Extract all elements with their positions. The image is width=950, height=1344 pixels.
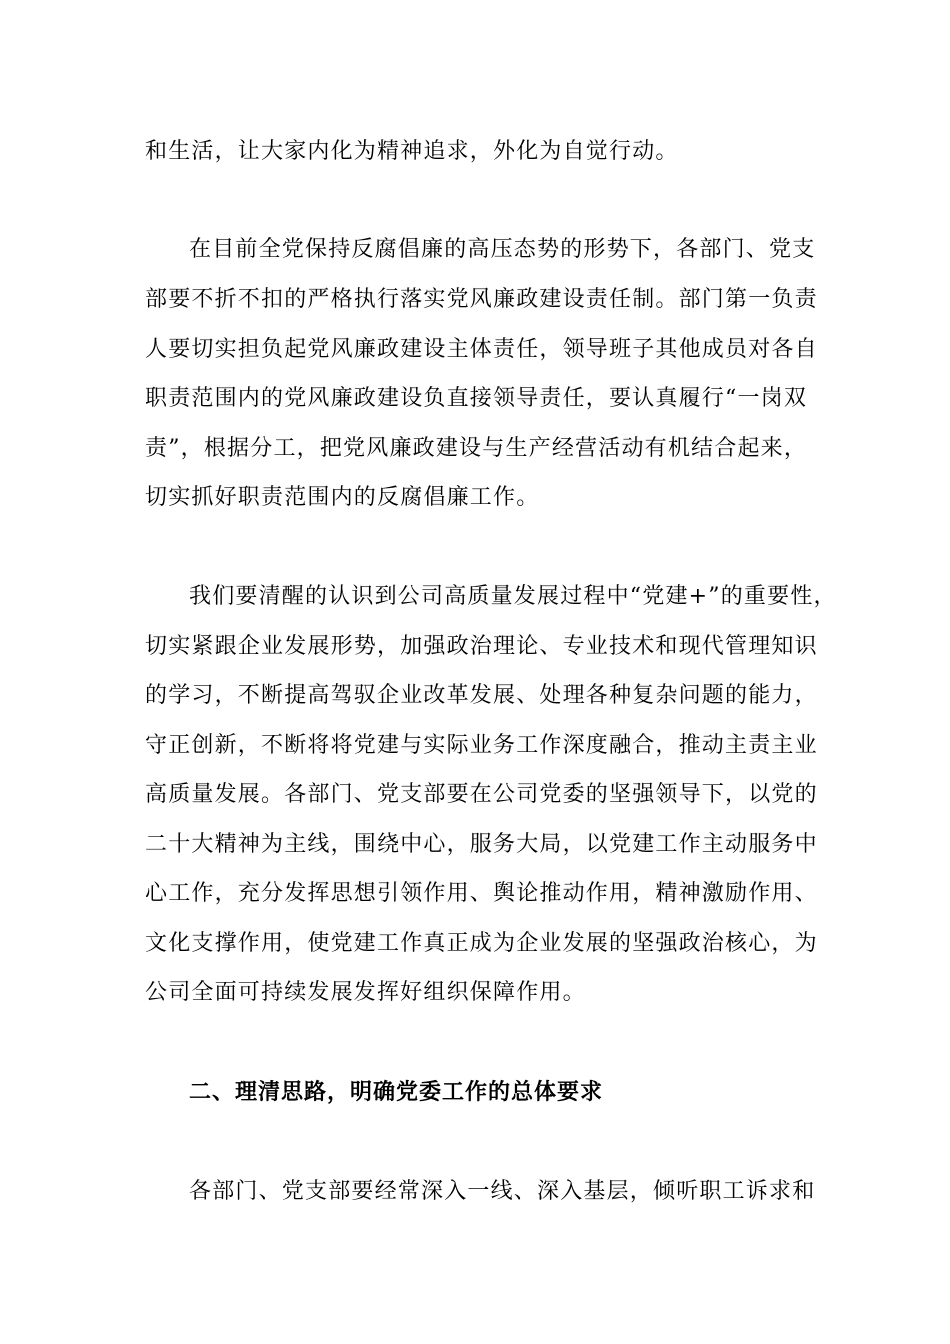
- paragraph-2-line-1: 在目前全党保持反腐倡廉的高压态势的形势下，各部门、党支: [189, 237, 816, 262]
- paragraph-3-line-8: 文化支撑作用，使党建工作真正成为企业发展的坚强政治核心，为: [145, 931, 818, 956]
- paragraph-2-line-2: 部要不折不扣的严格执行落实党风廉政建设责任制。部门第一负责: [145, 287, 818, 312]
- paragraph-3-line-3: 的学习，不断提高驾驭企业改革发展、处理各种复杂问题的能力，: [145, 683, 818, 708]
- paragraph-3-line-2: 切实紧跟企业发展形势，加强政治理论、专业技术和现代管理知识: [145, 634, 818, 659]
- paragraph-3-line-4: 守正创新，不断将将党建与实际业务工作深度融合，推动主责主业: [145, 733, 818, 758]
- paragraph-2-line-5: 责”，根据分工，把党风廉政建设与生产经营活动有机结合起来，: [145, 436, 808, 461]
- paragraph-3-line-6: 二十大精神为主线，围绕中心，服务大局，以党建工作主动服务中: [145, 832, 818, 857]
- paragraph-2-line-4: 职责范围内的党风廉政建设负直接领导责任，要认真履行“一岗双: [145, 386, 808, 411]
- paragraph-2-line-3: 人要切实担负起党风廉政建设主体责任，领导班子其他成员对各自: [145, 337, 818, 362]
- paragraph-3-line-9: 公司全面可持续发展发挥好组织保障作用。: [145, 980, 586, 1005]
- paragraph-3-line-1: 我们要清醒的认识到公司高质量发展过程中“党建+”的重要性，: [189, 584, 837, 609]
- section-heading: 二、理清思路，明确党委工作的总体要求: [189, 1080, 604, 1105]
- paragraph-3-line-5: 高质量发展。各部门、党支部要在公司党委的坚强领导下，以党的: [145, 782, 818, 807]
- paragraph-3-line-7: 心工作，充分发挥思想引领作用、舆论推动作用，精神激励作用、: [145, 881, 818, 906]
- paragraph-4-line-1: 各部门、党支部要经常深入一线、深入基层，倾听职工诉求和: [189, 1179, 816, 1204]
- paragraph-1-line-1: 和生活，让大家内化为精神追求，外化为自觉行动。: [145, 139, 679, 164]
- paragraph-2-line-6: 切实抓好职责范围内的反腐倡廉工作。: [145, 485, 540, 510]
